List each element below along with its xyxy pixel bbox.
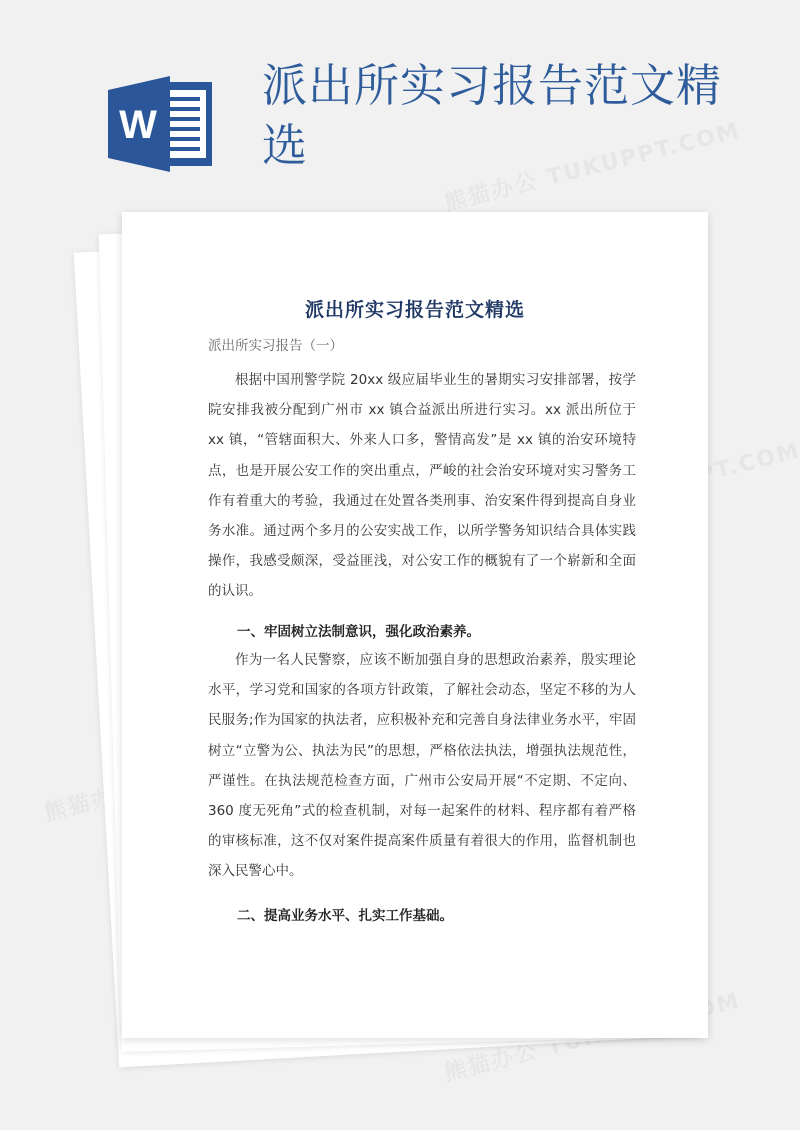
document-subtitle: 派出所实习报告（一） <box>208 338 343 354</box>
section-heading-2: 二、提高业务水平、扎实工作基础。 <box>237 908 453 924</box>
header-title: 派出所实习报告范文精选 <box>262 59 723 172</box>
word-logo-letter: W <box>119 103 157 147</box>
document-title: 派出所实习报告范文精选 <box>304 299 525 321</box>
section-heading-1: 一、牢固树立法制意识，强化政治素养。 <box>237 624 480 640</box>
paragraph-2: 作为一名人民警察，应该不断加强自身的思想政治素养，殷实理论水平，学习党和国家的各项方针政策，了解社会动态，坚定不移的为人民服务;作为国家的执法者，应积极补充和完善自身法律业务水平，牢固树立“立警为公、执法为民”的思想，严格依法执法，增强执法规范性，严谨性。在执法规范检查方面，广州市公安局开展“不定期、不定向、360 度无死角”式的检查机制，对每一起案件的材料、程序都有着严格的审核标准，这不仅对案件提高案件质量有着很大的作用，监督机制也深入民警心中。 <box>208 652 636 880</box>
paragraph-1: 根据中国刑警学院 20xx 级应届毕业生的暑期实习安排部署，按学院安排我被分配到广州市 xx 镇合益派出所进行实习。xx 派出所位于 xx 镇，“管辖面积大、外来人口多，警情高发”是 xx 镇的治安环境特点，也是开展公安工作的突出重点，严峻的社会治安环境对实习警务工作有着重大的考验，我通过在处置各类刑事、治安案件得到提高自身业务水准。通过两个多月的公安实战工作，以所学警务知识结合具体实践操作，我感受颇深，受益匪浅，对公安工作的概貌有了一个崭新和全面的认识。 <box>208 372 636 600</box>
word-app-icon <box>108 76 216 172</box>
document-page <box>122 212 708 1038</box>
